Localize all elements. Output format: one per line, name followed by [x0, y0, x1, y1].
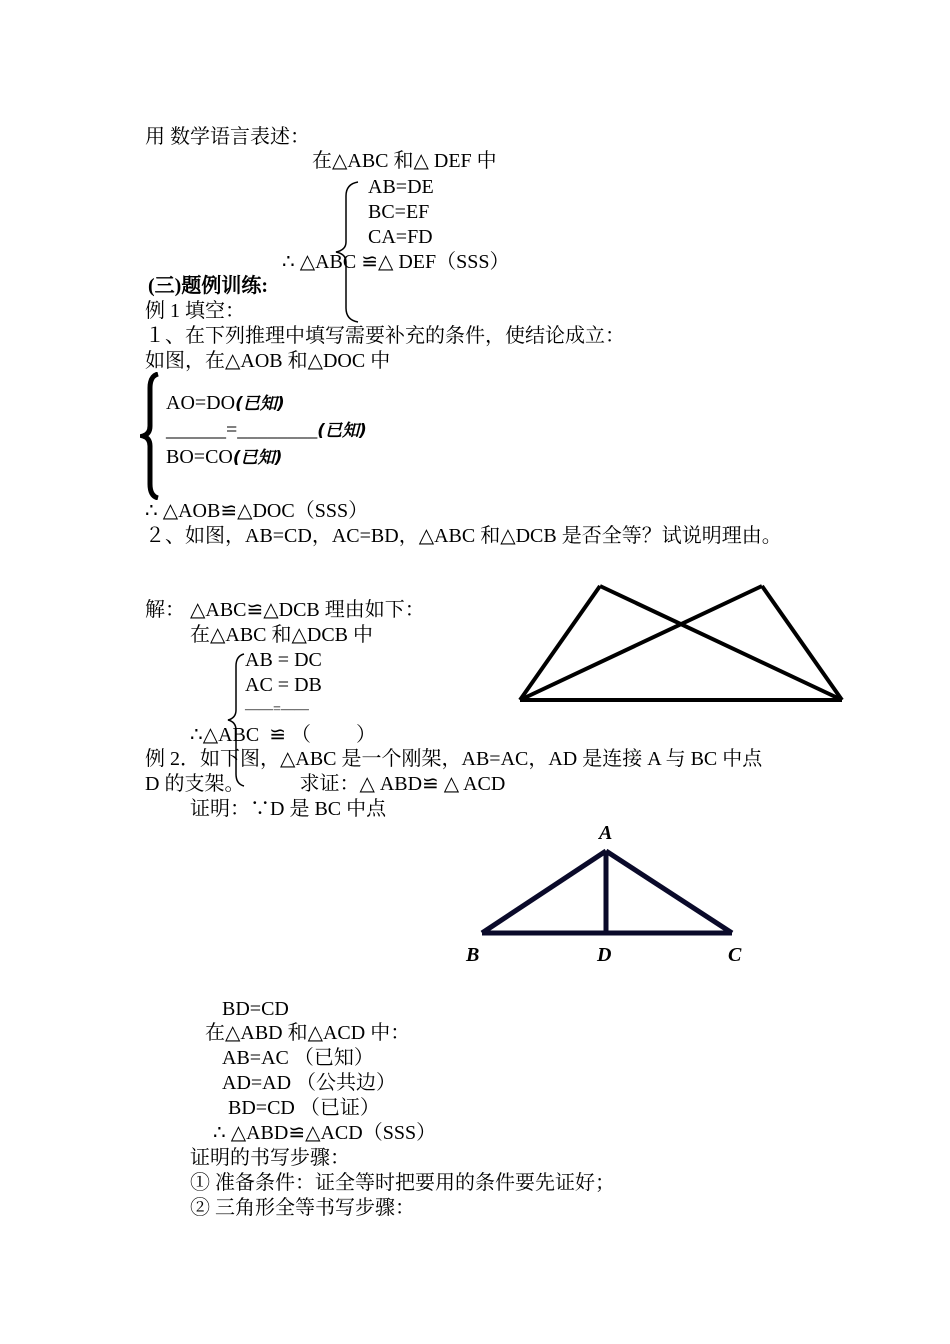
- condition-bc-ef: BC=EF: [368, 201, 430, 223]
- condition-ca-fd: CA=FD: [368, 226, 433, 248]
- in-triangles-abc-dcb: 在△ABC 和△DCB 中: [190, 624, 374, 646]
- in-triangles-abd-acd: 在△ABD 和△ACD 中：: [205, 1022, 411, 1044]
- truss-triangle-figure: [460, 815, 760, 975]
- question-1: １、在下列推理中填写需要补充的条件，使结论成立：: [145, 325, 625, 347]
- in-triangles-abc-def: 在△ABC 和△ DEF 中: [312, 150, 497, 172]
- label-c: C: [728, 944, 742, 966]
- intro-text: 用 数学语言表述：: [145, 126, 310, 148]
- label-d: D: [597, 944, 612, 966]
- known-label-2: (已知): [317, 421, 367, 441]
- example-2-line-2: D 的支架。 求证：△ ABD≌ △ ACD: [145, 773, 506, 795]
- bd-cd-line: BD=CD: [222, 998, 289, 1020]
- conclusion-sss-3: ∴ △ABD≌△ACD（SSS）: [213, 1122, 437, 1144]
- step-1: ① 准备条件：证全等时把要用的条件要先证好；: [190, 1172, 615, 1194]
- condition-ab-dc: AB = DC: [245, 649, 322, 671]
- question-2: ２、如图，AB=CD，AC=BD，△ABC 和△DCB 是否全等？试说明理由。: [145, 525, 782, 547]
- condition-ac-db: AC = DB: [245, 674, 322, 696]
- reason-bd-cd: BD=CD （已证）: [228, 1097, 380, 1119]
- reason-ad-ad: AD=AD （公共边）: [222, 1072, 397, 1094]
- figure-1-intro: 如图，在△AOB 和△DOC 中: [145, 350, 391, 372]
- condition-bo-co: BO=CO(已知): [166, 446, 283, 468]
- condition-blank[interactable]: ______=________(已知): [166, 419, 367, 441]
- thick-brace-icon: [140, 372, 164, 500]
- condition-ao-do: AO=DO(已知): [166, 392, 285, 414]
- condition-blank-2[interactable]: ——=——: [245, 702, 309, 717]
- condition-ab-de: AB=DE: [368, 176, 434, 198]
- example-1-title: 例 1 填空：: [145, 300, 245, 322]
- proof-start: 证明：∵D 是 BC 中点: [190, 798, 387, 820]
- conclusion-sss-2: ∴ △AOB≌△DOC（SSS）: [145, 500, 369, 522]
- section-heading: (三)题例训练:: [148, 275, 268, 297]
- solution-answer: 解： △ABC≌△DCB 理由如下：: [145, 599, 425, 621]
- step-2: ② 三角形全等书写步骤：: [190, 1197, 415, 1219]
- crossed-triangles-figure: [512, 578, 852, 708]
- conclusion-blank[interactable]: ∴△ABC ≌ （ ）: [190, 724, 376, 746]
- known-label-3: (已知): [232, 448, 283, 468]
- steps-title: 证明的书写步骤：: [190, 1147, 350, 1169]
- label-b: B: [466, 944, 480, 966]
- example-2-line-1: 例 2．如下图，△ABC 是一个刚架，AB=AC，AD 是连接 A 与 BC 中点: [145, 748, 763, 770]
- label-a: A: [599, 822, 613, 844]
- known-label-1: (已知): [235, 394, 285, 414]
- reason-ab-ac: AB=AC （已知）: [222, 1047, 374, 1069]
- conclusion-sss-1: ∴ △ABC ≌△ DEF（SSS）: [282, 251, 510, 273]
